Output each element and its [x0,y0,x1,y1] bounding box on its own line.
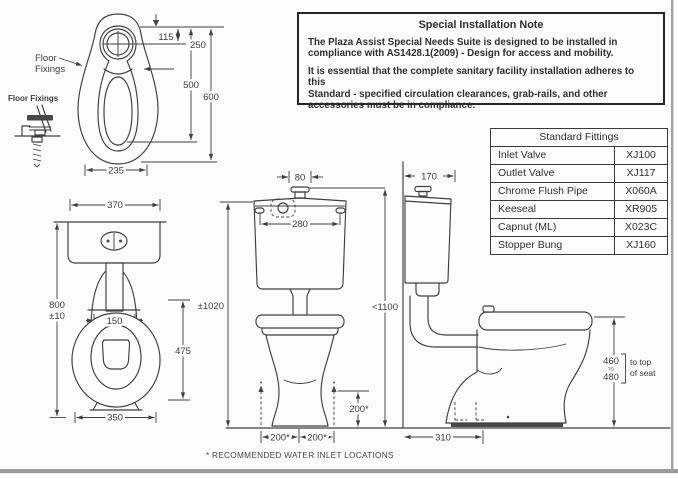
mid-cistern-outline [254,198,346,289]
side-seat-hinge [483,306,494,312]
table-row [491,201,667,219]
side-flush-button-stem [419,192,427,197]
mid-dim-80: 80 [294,172,306,184]
side-pan-back-foot [446,372,477,423]
table-row [491,147,667,165]
mid-inlet-arrow-left [258,386,263,393]
mid-dim-280: 280 [292,219,308,230]
side-dim-480: 480 [603,372,619,383]
fitting-code: XJ117 [626,167,656,179]
side-seat-note-line2: of seat [630,368,656,378]
fitting-item: Stopper Bung [491,237,615,254]
note-para1-line2: compliance with AS1428.1(2009) - Design for access and mobility. [308,48,614,60]
plan-crosshair [103,31,133,57]
plan-dim-115: 115 [158,32,174,43]
side-trap-curve [477,368,502,374]
side-seat-note-line1: to top [630,357,652,367]
fitting-code: XJ160 [626,239,656,251]
front-dim-350: 350 [107,412,123,424]
special-installation-note-box [297,12,665,112]
mid-pan-rim [262,328,338,335]
mid-inlet-slot-left [255,208,264,213]
note-para2-line3: accessories must be in compliance. [308,100,476,112]
plan-down-arrowhead [153,20,159,27]
fitting-code: XR905 [624,203,658,215]
mid-dim-200-right: 200* [307,432,327,444]
mid-inlet-dot-left [260,382,262,384]
mid-inlet-dashed-box [271,199,295,217]
side-fixing-dashed-right [476,402,484,420]
fixing-detail-label: Floor Fixings [8,94,59,103]
side-base-recess-strip [451,424,563,428]
mid-dim-200-left: 200* [270,432,290,444]
front-dim-370: 370 [107,200,123,211]
plan-view [35,14,224,177]
fitting-item: Chrome Flush Pipe [491,183,615,200]
mid-pan-trap-curve [284,380,316,384]
side-flush-button-cap [415,187,431,192]
mid-seat-band [256,315,344,328]
plan-dim-500: 500 [183,80,199,91]
note-para2-line1: It is essential that the complete sanitary facility installation adheres to this [308,65,635,89]
standard-fittings-table [490,128,668,255]
note-para2-line2: Standard - specified circulation clearances, grab-rails, and other [308,88,608,100]
note-paragraph-1 [308,37,654,60]
fitting-item: Outlet Valve [491,165,615,182]
mid-inlet-circle [278,203,288,213]
side-bowl-underside [479,344,566,350]
water-inlet-footnote: * RECOMMENDED WATER INLET LOCATIONS [206,450,394,460]
mid-dim-1100: <1100 [372,302,398,313]
side-flush-pipe-outer [410,296,478,347]
fitting-item: Inlet Valve [491,147,615,164]
front-dim-800-tolerance: ±10 [49,311,65,322]
side-cistern-outline [405,196,451,283]
side-dim-to: TO [607,367,615,373]
note-title: Special Installation Note [418,19,544,31]
front-flush-button-dot-right [119,240,122,243]
plan-bowl-arc [104,69,132,74]
floor-fixing-detail [8,94,60,167]
fitting-item: Keeseal [491,201,615,218]
note-paragraph-2 [308,66,654,112]
table-row [491,165,667,183]
mid-dim-1020: ±1020 [197,301,224,312]
side-dim-170: 170 [421,171,437,183]
mid-inlet-slot-right [336,208,345,213]
fixing-nut [35,130,45,135]
side-seat-lid [479,312,592,330]
fitting-code: XJ100 [626,149,656,161]
mid-pan-body-left [266,335,279,426]
mid-inlet-dot-right [333,382,335,384]
fixing-screw-head [32,137,42,142]
front-flush-button-dot-left [107,240,110,243]
plan-floor-fixings-label-line1: Floor [35,53,57,64]
table-row [491,237,667,254]
fitting-item: Capnut (ML) [491,219,615,236]
side-pan-front [564,330,590,423]
plan-dim-235: 235 [108,165,124,177]
side-cistern-neck [416,283,439,296]
mid-flush-button-stem [295,192,305,198]
front-dim-800: 800 [49,300,65,311]
plan-bowl-oval [104,77,132,145]
note-para1-line1: The Plaza Assist Special Needs Suite is designed to be installed in [308,36,618,48]
front-dim-475: 475 [175,346,191,357]
side-fixing-dashed-left [455,402,467,420]
front-dim-150: 150 [106,316,123,327]
mid-dim-200-vertical: 200* [349,404,369,415]
front-seat-outer [72,313,160,407]
side-dim-seat-bracket [621,354,626,383]
fitting-code: X023C [624,221,658,233]
table-row [491,219,667,237]
table-row [491,183,667,201]
fitting-code: X060A [625,185,657,197]
side-dim-310: 310 [435,432,451,444]
mid-inlet-arrow-right [331,386,336,393]
plan-floor-fixings-label-line2: Fixings [35,64,66,75]
fittings-table-title: Standard Fittings [491,129,667,147]
mid-flush-button-cap [291,187,309,192]
plan-dim-250: 250 [190,40,206,51]
fixing-screw-threads [33,144,41,167]
plan-dim-600: 600 [203,92,219,103]
mid-pan-body-right [321,335,334,426]
page-border-bottom [0,469,678,473]
front-flush-pipe [106,263,123,311]
page-border-right [671,0,673,471]
front-view [49,199,191,424]
side-outlet-dot [507,416,510,419]
mid-flush-pipe [290,289,310,316]
side-dim-460: 460 [603,356,619,367]
side-flush-pipe-inner [428,296,478,335]
fixing-clamp-bar [27,115,53,121]
